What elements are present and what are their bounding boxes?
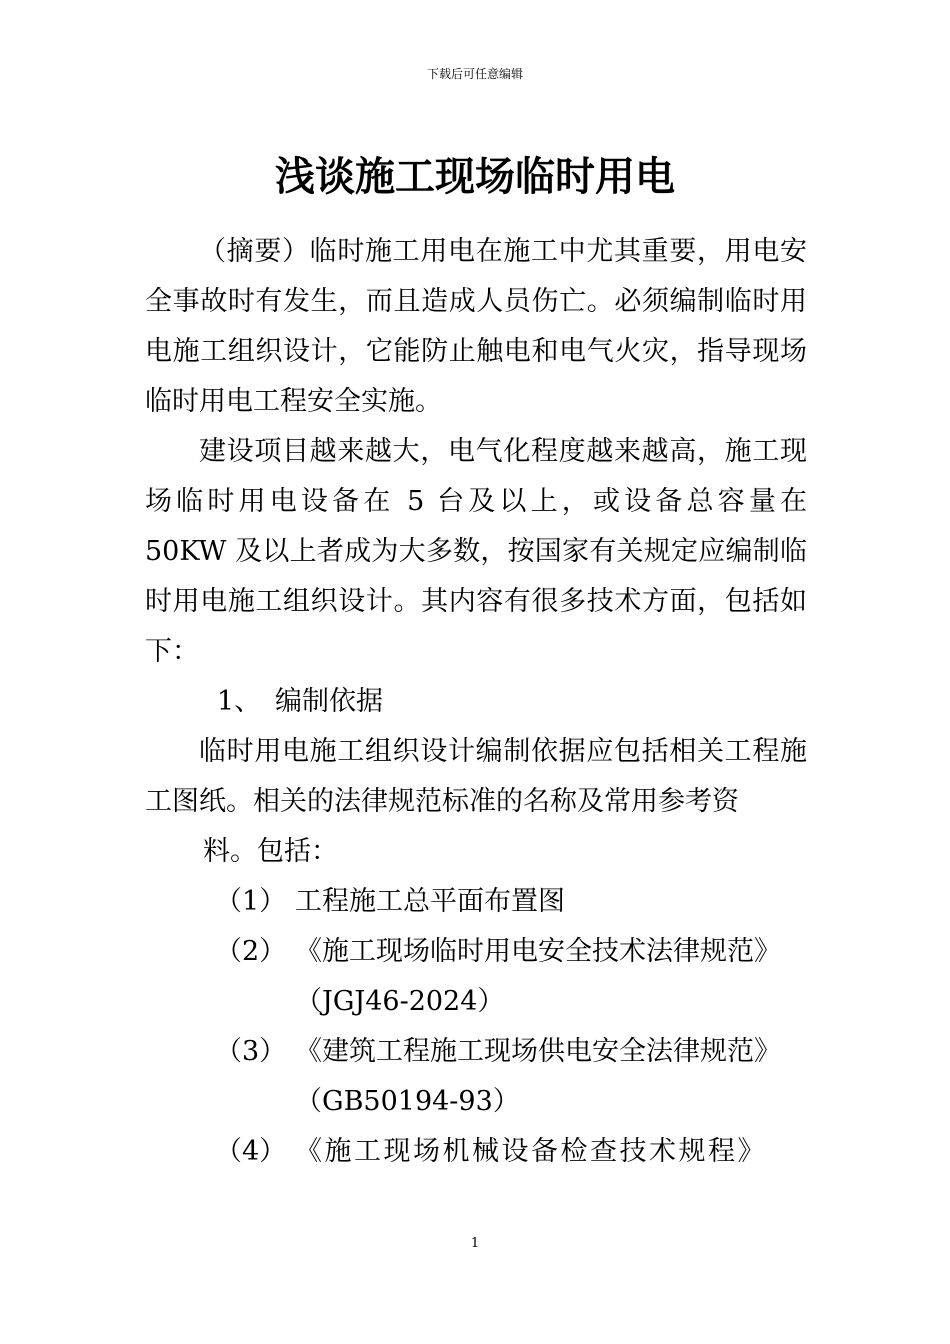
abstract-paragraph: （摘要）临时施工用电在施工中尤其重要，用电安全事故时有发生，而且造成人员伤亡。必须编制临时用电施工组织设计，它能防止触电和电气火灾，指导现场临时用电工程安全实施。: [145, 236, 807, 417]
reference-code: （GB50194-93）: [295, 1086, 520, 1117]
page-number: 1: [470, 1236, 480, 1251]
reference-text: 《施工现场机械设备检查技术规程》: [295, 1136, 767, 1167]
reference-number: （2）: [215, 936, 287, 967]
basis-paragraph-tail: 料。包括：: [203, 836, 338, 867]
reference-item-2: [145, 927, 807, 1027]
section-number: 1、: [217, 686, 262, 717]
document-body: [145, 227, 807, 1177]
reference-number: （1）: [215, 886, 287, 917]
reference-item-3: [145, 1027, 807, 1127]
document-title: 浅谈施工现场临时用电: [275, 153, 675, 200]
reference-number: （3）: [215, 1036, 287, 1067]
reference-text: 工程施工总平面布置图: [295, 886, 565, 917]
reference-number: （4）: [215, 1136, 287, 1167]
reference-item-1: [145, 877, 807, 927]
reference-text: 《施工现场临时用电安全技术法律规范》: [295, 936, 781, 967]
section-label: 编制依据: [275, 686, 383, 717]
page-header-note: 下载后可任意编辑: [426, 67, 523, 81]
basis-paragraph: 临时用电施工组织设计编制依据应包括相关工程施工图纸。相关的法律规范标准的名称及常用参考资: [145, 736, 807, 817]
reference-item-4: [145, 1127, 807, 1177]
intro-paragraph: 建设项目越来越大，电气化程度越来越高，施工现场临时用电设备在 5 台及以上，或设备总容量在 50KW 及以上者成为大多数，按国家有关规定应编制临时用电施工组织设计。其内容有很多技术方面，包括如下：: [145, 436, 807, 667]
section-heading-1: [145, 677, 807, 727]
reference-text: 《建筑工程施工现场供电安全法律规范》: [295, 1036, 781, 1067]
reference-code: （JGJ46-2024）: [295, 986, 505, 1017]
